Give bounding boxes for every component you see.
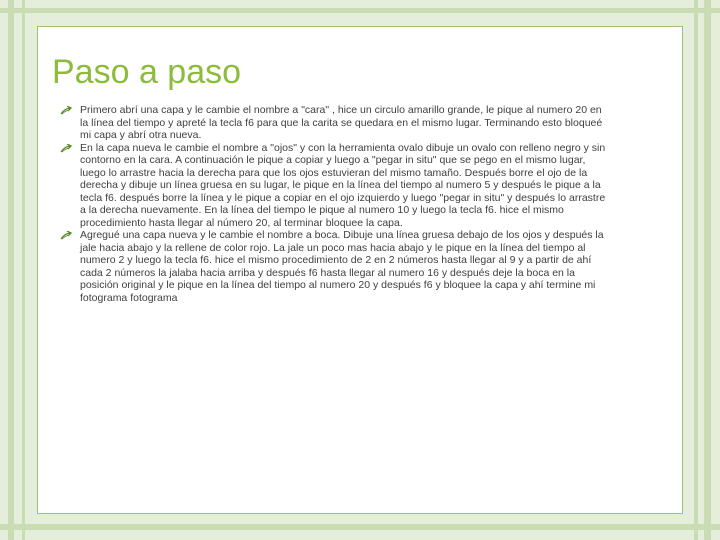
decor-stripe xyxy=(22,0,25,540)
decor-stripe xyxy=(704,0,711,540)
list-item xyxy=(60,142,608,230)
leaf-arrow-icon xyxy=(60,231,72,241)
decor-stripe xyxy=(694,0,698,540)
bullet-text: Agregué una capa nueva y le cambie el nombre a boca. Dibuje una línea gruesa debajo de los ojos y después la jale hacia abajo y la rellene de color rojo. La jale un poco mas hacia abajo y le pique en la línea del tiempo al numero 2 y luego la tecla f6. hice el mismo procedimiento de 2 en 2 números hasta llegar al 9 y a partir de ahí cada 2 números la jalaba hacia arriba y después f6 hasta llegar al numero 16 y después deje la boca en la posición original y le pique en la línea del tiempo al numero 20 y después f6 y bloquee la capa y ahí termine mi fotograma fotograma xyxy=(80,229,604,304)
decor-stripe xyxy=(8,0,14,540)
leaf-arrow-icon xyxy=(60,106,72,116)
bullet-text: Primero abrí una capa y le cambie el nombre a "cara" , hice un circulo amarillo grande, le pique al numero 20 en la línea del tiempo y apreté la tecla f6 para que la carita se quedara en el mismo lugar. Terminando esto bloqueé mi capa y abrí otra nueva. xyxy=(80,104,603,141)
list-item xyxy=(60,104,608,142)
leaf-arrow-icon xyxy=(60,144,72,154)
list-item xyxy=(60,229,608,304)
decor-stripe xyxy=(0,524,720,530)
bullet-text: En la capa nueva le cambie el nombre a "ojos" y con la herramienta ovalo dibuje un ovalo con relleno negro y sin contorno en la cara. A continuación le pique a copiar y luego a "pegar in situ" que se pego en el mismo lugar, luego lo arrastre hacia la derecha para que los ojos estuvieran del mismo tamaño. Después borre el ojo de la derecha y dibuje un línea gruesa en su lugar, le pique en la línea del tiempo al numero 5 y después le pique a la tecla f6. después borre la línea y le pique a copiar en el ojo izquierdo y luego "pegar in situ" y después lo arrastre a la derecha nuevamente. En la línea del tiempo le pique al numero 10 y luego la tecla f6. hice el mismo procedimiento hasta llegar al número 20, al terminar bloquee la capa. xyxy=(80,141,606,229)
decor-stripe xyxy=(0,8,720,13)
slide-title: Paso a paso xyxy=(52,53,242,91)
bullet-list xyxy=(60,104,608,304)
